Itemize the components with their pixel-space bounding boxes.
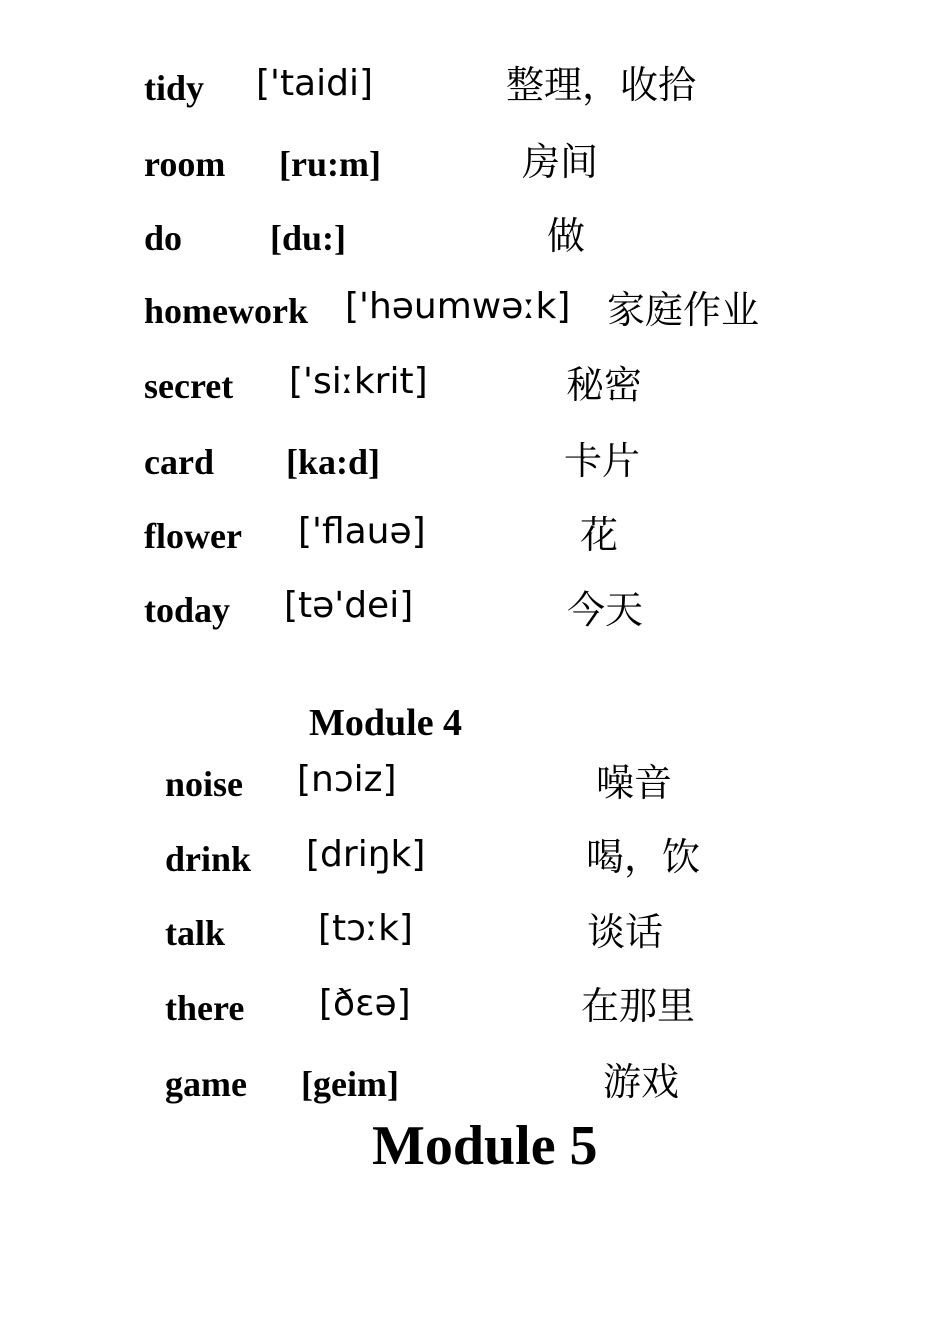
vocab-word: flower bbox=[144, 516, 242, 556]
vocab-meaning: 谈话 bbox=[587, 910, 664, 954]
vocab-word: drink bbox=[165, 839, 252, 879]
vocab-phonetic: [geim] bbox=[301, 1064, 399, 1104]
vocab-phonetic: ['flauə] bbox=[298, 511, 426, 552]
vocab-word: tidy bbox=[144, 68, 205, 108]
vocab-word: room bbox=[144, 144, 226, 184]
vocab-meaning: 游戏 bbox=[603, 1060, 680, 1104]
vocab-word: card bbox=[144, 442, 214, 482]
vocab-phonetic: [du:] bbox=[270, 218, 347, 258]
vocab-word: game bbox=[165, 1064, 247, 1104]
vocab-phonetic: ['taidi] bbox=[256, 63, 374, 104]
vocab-meaning: 房间 bbox=[522, 140, 599, 184]
vocab-phonetic: ['həumwəːk] bbox=[345, 286, 571, 327]
vocab-meaning: 秘密 bbox=[566, 363, 643, 407]
vocab-phonetic: [ru:m] bbox=[279, 144, 381, 184]
vocab-meaning: 家庭作业 bbox=[607, 288, 760, 332]
vocab-phonetic: [tɔːk] bbox=[318, 908, 413, 949]
vocab-phonetic: ['siːkrit] bbox=[289, 361, 428, 402]
vocab-word: talk bbox=[165, 913, 226, 953]
vocab-meaning: 整理，收拾 bbox=[506, 63, 697, 107]
vocab-word: secret bbox=[144, 366, 234, 406]
vocab-phonetic: [ka:d] bbox=[286, 442, 381, 482]
vocab-word: today bbox=[144, 590, 231, 630]
vocab-word: there bbox=[165, 988, 245, 1028]
vocab-meaning: 噪音 bbox=[596, 761, 673, 805]
vocab-meaning: 喝，饮 bbox=[586, 835, 701, 879]
vocab-phonetic: [tə'dei] bbox=[284, 585, 414, 626]
module-4-heading: Module 4 bbox=[309, 702, 463, 744]
vocab-word: noise bbox=[165, 764, 244, 804]
vocab-phonetic: [nɔiz] bbox=[297, 759, 397, 800]
vocab-phonetic: [driŋk] bbox=[306, 834, 426, 875]
vocab-word: homework bbox=[144, 291, 308, 331]
vocab-meaning: 在那里 bbox=[581, 984, 696, 1028]
vocab-meaning: 今天 bbox=[567, 588, 644, 632]
vocab-word: do bbox=[144, 218, 183, 258]
vocab-meaning: 花 bbox=[580, 513, 619, 557]
vocab-phonetic: [ðɛə] bbox=[319, 983, 411, 1024]
vocab-meaning: 做 bbox=[547, 214, 586, 258]
module-5-heading: Module 5 bbox=[372, 1115, 598, 1177]
vocab-meaning: 卡片 bbox=[564, 439, 641, 483]
